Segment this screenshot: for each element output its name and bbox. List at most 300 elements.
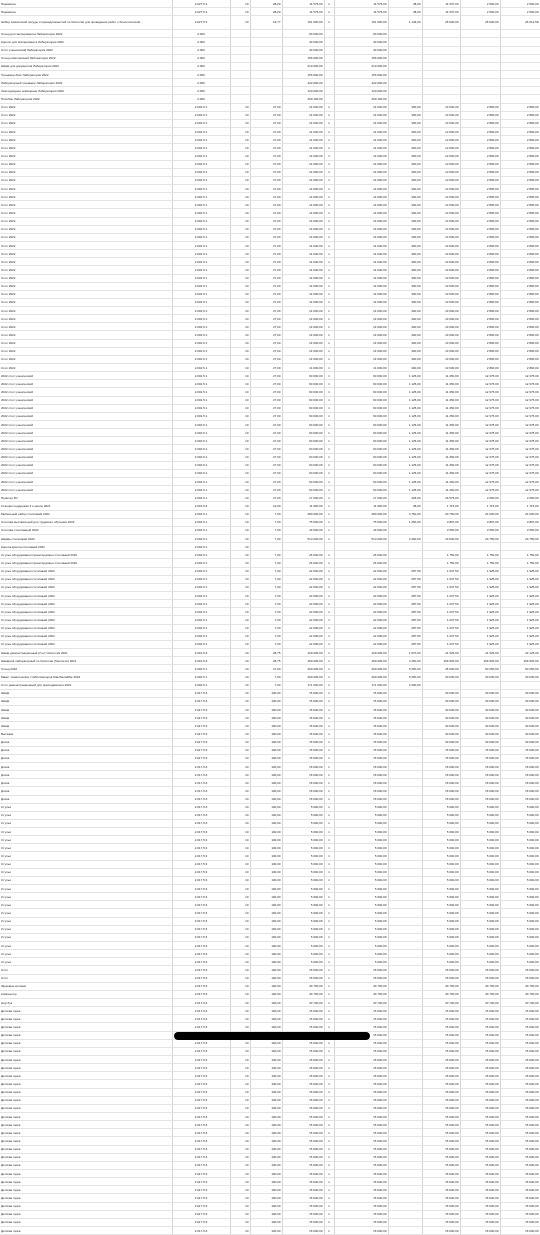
inventory-code-cell[interactable]: 2.000 — [172, 70, 230, 78]
balance-cell[interactable]: 16 575,00 — [422, 494, 460, 502]
quantity-cell[interactable]: 1 — [324, 1161, 334, 1169]
quantity-cell[interactable]: 1 — [324, 1015, 334, 1023]
unit-price-cell[interactable]: 11 575,00 — [282, 8, 324, 16]
sum-b-cell[interactable]: 1 925,00 — [500, 600, 540, 608]
balance-cell[interactable]: 13 600,00 — [422, 111, 460, 119]
depreciation-cell[interactable] — [388, 836, 422, 844]
unit-price-cell[interactable]: 40 000,00 — [282, 46, 324, 54]
balance-cell[interactable]: 15 000,00 — [422, 1039, 460, 1047]
unit-price-cell[interactable]: 5 000,00 — [282, 836, 324, 844]
sum-b-cell[interactable]: 15 000,00 — [500, 1169, 540, 1177]
quantity-cell[interactable]: 1 — [324, 705, 334, 713]
quantity-cell[interactable]: 1 — [324, 583, 334, 591]
sum-b-cell[interactable]: 12 375,00 — [500, 372, 540, 380]
total-cell[interactable]: 22 000,00 — [334, 616, 388, 624]
rate-cell[interactable]: 10 — [230, 583, 250, 591]
balance-cell[interactable]: 1 750,00 — [422, 559, 460, 567]
quantity-cell[interactable]: 1 — [324, 461, 334, 469]
balance-cell[interactable]: 11 250,00 — [422, 396, 460, 404]
percent-cell[interactable]: 27,00 — [250, 282, 282, 290]
rate-cell[interactable]: 10 — [230, 828, 250, 836]
item-name-cell[interactable]: Шкафы стеллажей 2022 — [0, 535, 172, 543]
total-cell[interactable]: 15 000,00 — [334, 689, 388, 697]
inventory-code-cell[interactable]: 2.002.5.1 — [172, 412, 230, 420]
inventory-code-cell[interactable]: 2.017.5.6 — [172, 1202, 230, 1210]
percent-cell[interactable]: 27,00 — [250, 290, 282, 298]
depreciation-cell[interactable]: 1 125,00 — [388, 478, 422, 486]
percent-cell[interactable]: 28,00 — [250, 8, 282, 16]
quantity-cell[interactable] — [324, 70, 334, 78]
unit-price-cell[interactable]: 15 000,00 — [282, 1153, 324, 1161]
sum-a-cell[interactable]: 2 800,00 — [460, 103, 500, 111]
item-name-cell[interactable]: Детская горка — [0, 1121, 172, 1129]
unit-price-cell[interactable]: 15 000,00 — [282, 1226, 324, 1234]
inventory-code-cell[interactable]: 2.002.5.1 — [172, 250, 230, 258]
sum-b-cell[interactable]: 2 800,00 — [500, 364, 540, 372]
unit-price-cell[interactable]: 15 000,00 — [282, 795, 324, 803]
balance-cell[interactable]: 13 600,00 — [422, 209, 460, 217]
total-cell[interactable]: 5 000,00 — [334, 950, 388, 958]
inventory-code-cell[interactable]: 2.017.5.6 — [172, 852, 230, 860]
rate-cell[interactable]: 10 — [230, 8, 250, 16]
sum-b-cell[interactable]: 15 000,00 — [500, 1072, 540, 1080]
balance-cell[interactable]: 15 000,00 — [422, 762, 460, 770]
percent-cell[interactable]: 100,00 — [250, 1039, 282, 1047]
depreciation-cell[interactable]: 287,50 — [388, 640, 422, 648]
unit-price-cell[interactable]: 15 000,00 — [282, 1072, 324, 1080]
item-name-cell[interactable]: Звуковые колонки — [0, 982, 172, 990]
inventory-code-cell[interactable]: 2.000 — [172, 54, 230, 62]
sum-b-cell[interactable]: 5 000,00 — [500, 860, 540, 868]
total-cell[interactable]: 15 000,00 — [334, 1121, 388, 1129]
sum-b-cell[interactable]: 15 000,00 — [500, 966, 540, 974]
quantity-cell[interactable]: 1 — [324, 982, 334, 990]
depreciation-cell[interactable] — [388, 1145, 422, 1153]
item-name-cell[interactable]: Детская горка — [0, 1161, 172, 1169]
sum-a-cell[interactable]: 50 250,00 — [460, 665, 500, 673]
sum-b-cell[interactable]: 30 000,00 — [500, 697, 540, 705]
sum-a-cell[interactable] — [460, 79, 500, 87]
inventory-code-cell[interactable]: 2.002.5.1 — [172, 266, 230, 274]
sum-a-cell[interactable]: 30 000,00 — [460, 722, 500, 730]
depreciation-cell[interactable] — [388, 1194, 422, 1202]
percent-cell[interactable]: 100,00 — [250, 1153, 282, 1161]
total-cell[interactable]: 15 000,00 — [334, 966, 388, 974]
total-cell[interactable]: 22 000,00 — [334, 600, 388, 608]
item-name-cell[interactable]: Стол 2022 — [0, 209, 172, 217]
total-cell[interactable]: 15 000,00 — [334, 1210, 388, 1218]
quantity-cell[interactable]: 1 — [324, 241, 334, 249]
depreciation-cell[interactable] — [388, 1186, 422, 1194]
depreciation-cell[interactable]: 1 125,00 — [388, 372, 422, 380]
rate-cell[interactable]: 10 — [230, 1210, 250, 1218]
total-cell[interactable]: 5 000,00 — [334, 925, 388, 933]
rate-cell[interactable]: 10 — [230, 657, 250, 665]
unit-price-cell[interactable]: 60 000,00 — [282, 396, 324, 404]
total-cell[interactable]: 5 000,00 — [334, 836, 388, 844]
depreciation-cell[interactable] — [388, 982, 422, 990]
sum-a-cell[interactable]: 2 800,00 — [460, 258, 500, 266]
unit-price-cell[interactable]: 15 000,00 — [282, 705, 324, 713]
inventory-code-cell[interactable]: 2.002.5.1 — [172, 355, 230, 363]
inventory-code-cell[interactable]: 2.017.5.6 — [172, 754, 230, 762]
quantity-cell[interactable]: 1 — [324, 298, 334, 306]
quantity-cell[interactable]: 1 — [324, 103, 334, 111]
percent-cell[interactable]: 27,00 — [250, 478, 282, 486]
balance-cell[interactable]: 1 637,50 — [422, 640, 460, 648]
rate-cell[interactable]: 10 — [230, 160, 250, 168]
total-cell[interactable]: 14 000,00 — [334, 127, 388, 135]
inventory-code-cell[interactable]: 2.002.5.1 — [172, 567, 230, 575]
unit-price-cell[interactable]: 200 000,00 — [282, 673, 324, 681]
rate-cell[interactable]: 10 — [230, 1072, 250, 1080]
item-name-cell[interactable]: Детская горка — [0, 1096, 172, 1104]
quantity-cell[interactable]: 1 — [324, 0, 334, 8]
sum-b-cell[interactable]: 5 000,00 — [500, 942, 540, 950]
depreciation-cell[interactable] — [388, 933, 422, 941]
percent-cell[interactable]: 100,00 — [250, 754, 282, 762]
percent-cell[interactable]: 27,00 — [250, 388, 282, 396]
inventory-code-cell[interactable]: 2.017.5.6 — [172, 982, 230, 990]
percent-cell[interactable]: 100,00 — [250, 1202, 282, 1210]
item-name-cell[interactable]: 2022 стол ученический — [0, 445, 172, 453]
balance-cell[interactable]: 15 000,00 — [422, 795, 460, 803]
inventory-code-cell[interactable]: 2.017.5.6 — [172, 779, 230, 787]
depreciation-cell[interactable] — [388, 705, 422, 713]
depreciation-cell[interactable] — [388, 1161, 422, 1169]
quantity-cell[interactable]: 1 — [324, 844, 334, 852]
balance-cell[interactable]: 13 600,00 — [422, 323, 460, 331]
sum-b-cell[interactable]: 15 000,00 — [500, 779, 540, 787]
unit-price-cell[interactable]: 155 000,00 — [282, 70, 324, 78]
sum-a-cell[interactable]: 5 000,00 — [460, 876, 500, 884]
sum-a-cell[interactable]: 1 925,00 — [460, 632, 500, 640]
sum-b-cell[interactable]: 5 000,00 — [500, 819, 540, 827]
quantity-cell[interactable]: 1 — [324, 453, 334, 461]
balance-cell[interactable]: 11 250,00 — [422, 453, 460, 461]
total-cell[interactable]: 60 000,00 — [334, 469, 388, 477]
item-name-cell[interactable]: Стулья — [0, 958, 172, 966]
sum-b-cell[interactable]: 2 800,00 — [500, 355, 540, 363]
balance-cell[interactable]: 5 000,00 — [422, 819, 460, 827]
balance-cell[interactable]: 15 000,00 — [422, 1096, 460, 1104]
sum-a-cell[interactable]: 2 800,00 — [460, 233, 500, 241]
item-name-cell[interactable]: Стулья оборудования стеллажей 2022 — [0, 624, 172, 632]
rate-cell[interactable]: 10 — [230, 184, 250, 192]
depreciation-cell[interactable] — [388, 795, 422, 803]
quantity-cell[interactable]: 1 — [324, 307, 334, 315]
item-name-cell[interactable]: Стол 2022 — [0, 355, 172, 363]
balance-cell[interactable]: 13 600,00 — [422, 184, 460, 192]
balance-cell[interactable]: 15 000,00 — [422, 746, 460, 754]
balance-cell[interactable]: 20 750,00 — [422, 510, 460, 518]
item-name-cell[interactable]: Детская горка — [0, 1047, 172, 1055]
percent-cell[interactable]: 27,00 — [250, 315, 282, 323]
unit-price-cell[interactable]: 100 000,00 — [282, 648, 324, 656]
total-cell[interactable]: 15 000,00 — [334, 1194, 388, 1202]
unit-price-cell[interactable]: 280 000,00 — [282, 510, 324, 518]
percent-cell[interactable]: 27,00 — [250, 494, 282, 502]
percent-cell[interactable]: 100,00 — [250, 1145, 282, 1153]
unit-price-cell[interactable]: 15 000,00 — [282, 762, 324, 770]
sum-a-cell[interactable]: 1 925,00 — [460, 608, 500, 616]
sum-a-cell[interactable]: 1 925,00 — [460, 567, 500, 575]
percent-cell[interactable]: 100,00 — [250, 738, 282, 746]
percent-cell[interactable]: 7,00 — [250, 518, 282, 526]
percent-cell[interactable]: 27,00 — [250, 176, 282, 184]
inventory-code-cell[interactable]: 2.017.5.6 — [172, 771, 230, 779]
sum-a-cell[interactable]: 15 000,00 — [460, 1023, 500, 1031]
balance-cell[interactable]: 11 250,00 — [422, 445, 460, 453]
balance-cell[interactable]: 15 000,00 — [422, 1210, 460, 1218]
sum-b-cell[interactable]: 5 000,00 — [500, 893, 540, 901]
quantity-cell[interactable]: 1 — [324, 860, 334, 868]
sum-b-cell[interactable]: 30 000,00 — [500, 730, 540, 738]
balance-cell[interactable]: 15 000,00 — [422, 1194, 460, 1202]
rate-cell[interactable]: 10 — [230, 282, 250, 290]
quantity-cell[interactable]: 1 — [324, 127, 334, 135]
sum-b-cell[interactable]: 5 000,00 — [500, 901, 540, 909]
quantity-cell[interactable]: 1 — [324, 1007, 334, 1015]
sum-b-cell[interactable]: 2 800,00 — [500, 307, 540, 315]
item-name-cell[interactable]: Стол — [0, 966, 172, 974]
unit-price-cell[interactable]: 60 000,00 — [282, 478, 324, 486]
item-name-cell[interactable]: Стулья — [0, 933, 172, 941]
quantity-cell[interactable]: 1 — [324, 917, 334, 925]
item-name-cell[interactable]: Лабораторный тренажер Лаборатория 2022 — [0, 79, 172, 87]
percent-cell[interactable]: 100,00 — [250, 714, 282, 722]
total-cell[interactable]: 26 000,00 — [334, 559, 388, 567]
percent-cell[interactable]: 100,00 — [250, 722, 282, 730]
sum-a-cell[interactable]: 1 925,00 — [460, 624, 500, 632]
inventory-code-cell[interactable]: 2.017.5.6 — [172, 1145, 230, 1153]
rate-cell[interactable]: 10 — [230, 942, 250, 950]
quantity-cell[interactable]: 1 — [324, 176, 334, 184]
sum-a-cell[interactable]: 15 000,00 — [460, 1064, 500, 1072]
inventory-code-cell[interactable]: 2.017.5.6 — [172, 762, 230, 770]
sum-b-cell[interactable]: 1 715,00 — [500, 502, 540, 510]
sum-b-cell[interactable]: 15 000,00 — [500, 1047, 540, 1055]
depreciation-cell[interactable] — [388, 95, 422, 103]
rate-cell[interactable]: 10 — [230, 551, 250, 559]
percent-cell[interactable]: 7,00 — [250, 632, 282, 640]
unit-price-cell[interactable]: 5 000,00 — [282, 844, 324, 852]
rate-cell[interactable]: 10 — [230, 1064, 250, 1072]
depreciation-cell[interactable]: 5 250,00 — [388, 673, 422, 681]
percent-cell[interactable]: 27,00 — [250, 111, 282, 119]
balance-cell[interactable]: 5 000,00 — [422, 803, 460, 811]
rate-cell[interactable]: 10 — [230, 250, 250, 258]
inventory-code-cell[interactable]: 2.002.5.1 — [172, 339, 230, 347]
sum-a-cell[interactable]: 2 800,00 — [460, 274, 500, 282]
item-name-cell[interactable]: Шкафной лабораторный по биологии (биология) 2021 — [0, 657, 172, 665]
depreciation-cell[interactable]: 300,00 — [388, 331, 422, 339]
percent-cell[interactable]: 7,00 — [250, 526, 282, 534]
balance-cell[interactable]: 11 250,00 — [422, 404, 460, 412]
item-name-cell[interactable]: Стулья оборудования стеллажей 2022 — [0, 567, 172, 575]
item-name-cell[interactable]: Детская горка — [0, 1039, 172, 1047]
sum-a-cell[interactable]: 30 000,00 — [460, 705, 500, 713]
quantity-cell[interactable]: 1 — [324, 958, 334, 966]
balance-cell[interactable] — [422, 70, 460, 78]
inventory-code-cell[interactable]: 2.017.5.6 — [172, 1218, 230, 1226]
sum-a-cell[interactable]: 2 800,00 — [460, 290, 500, 298]
sum-a-cell[interactable]: 15 000,00 — [460, 1039, 500, 1047]
balance-cell[interactable]: 30 000,00 — [422, 730, 460, 738]
balance-cell[interactable]: 1 637,50 — [422, 583, 460, 591]
item-name-cell[interactable]: Стол 2022 — [0, 119, 172, 127]
unit-price-cell[interactable]: 15 000,00 — [282, 1186, 324, 1194]
rate-cell[interactable]: 10 — [230, 689, 250, 697]
balance-cell[interactable]: 13 600,00 — [422, 152, 460, 160]
unit-price-cell[interactable]: 15 000,00 — [282, 771, 324, 779]
quantity-cell[interactable]: 1 — [324, 893, 334, 901]
depreciation-cell[interactable] — [388, 1031, 422, 1039]
unit-price-cell[interactable]: 5 000,00 — [282, 819, 324, 827]
rate-cell[interactable]: 10 — [230, 396, 250, 404]
total-cell[interactable]: 14 000,00 — [334, 209, 388, 217]
sum-a-cell[interactable]: 5 000,00 — [460, 942, 500, 950]
item-name-cell[interactable]: Стенд комплексный Лаборатория 2022 — [0, 54, 172, 62]
sum-b-cell[interactable]: 2 800,00 — [500, 339, 540, 347]
rate-cell[interactable]: 10 — [230, 339, 250, 347]
rate-cell[interactable]: 10 — [230, 298, 250, 306]
total-cell[interactable]: 15 000,00 — [334, 1218, 388, 1226]
inventory-code-cell[interactable]: 2.002.5.1 — [172, 616, 230, 624]
quantity-cell[interactable]: 1 — [324, 445, 334, 453]
total-cell[interactable]: 14 000,00 — [334, 315, 388, 323]
quantity-cell[interactable]: 1 — [324, 942, 334, 950]
percent-cell[interactable]: 27,00 — [250, 258, 282, 266]
unit-price-cell[interactable]: 5 000,00 — [282, 933, 324, 941]
sum-a-cell[interactable]: 12 375,00 — [460, 437, 500, 445]
depreciation-cell[interactable] — [388, 1007, 422, 1015]
rate-cell[interactable]: 10 — [230, 225, 250, 233]
depreciation-cell[interactable]: 300,00 — [388, 355, 422, 363]
inventory-code-cell[interactable]: 2.002.5.1 — [172, 364, 230, 372]
item-name-cell[interactable]: Доска — [0, 795, 172, 803]
rate-cell[interactable]: 10 — [230, 754, 250, 762]
sum-a-cell[interactable]: 2 000,00 — [460, 8, 500, 16]
percent-cell[interactable]: 100,00 — [250, 990, 282, 998]
depreciation-cell[interactable] — [388, 738, 422, 746]
balance-cell[interactable]: 13 600,00 — [422, 355, 460, 363]
inventory-code-cell[interactable]: 2.002.5.1 — [172, 494, 230, 502]
sum-b-cell[interactable]: 2 800,00 — [500, 103, 540, 111]
item-name-cell[interactable]: Стол 2022 — [0, 225, 172, 233]
unit-price-cell[interactable]: 14 000,00 — [282, 184, 324, 192]
sum-a-cell[interactable]: 2 800,00 — [460, 307, 500, 315]
item-name-cell[interactable]: Мебельный набор стеллажей 2022 — [0, 510, 172, 518]
sum-a-cell[interactable]: 15 000,00 — [460, 1112, 500, 1120]
rate-cell[interactable]: 10 — [230, 1047, 250, 1055]
total-cell[interactable]: 15 000,00 — [334, 1137, 388, 1145]
depreciation-cell[interactable] — [388, 1088, 422, 1096]
balance-cell[interactable]: 15 000,00 — [422, 1031, 460, 1039]
balance-cell[interactable]: 30 700,00 — [422, 999, 460, 1007]
item-name-cell[interactable]: Стол 2022 — [0, 331, 172, 339]
sum-b-cell[interactable]: 2 800,00 — [500, 209, 540, 217]
depreciation-cell[interactable] — [388, 803, 422, 811]
percent-cell[interactable]: 100,00 — [250, 811, 282, 819]
total-cell[interactable]: 22 000,00 — [334, 632, 388, 640]
item-name-cell[interactable]: Шкаф для документов Лаборатория 2022 — [0, 62, 172, 70]
quantity-cell[interactable]: 1 — [324, 1202, 334, 1210]
depreciation-cell[interactable] — [388, 1218, 422, 1226]
quantity-cell[interactable]: 1 — [324, 591, 334, 599]
percent-cell[interactable]: 27,00 — [250, 250, 282, 258]
depreciation-cell[interactable]: 1 125,00 — [388, 396, 422, 404]
inventory-code-cell[interactable]: 2.002.5.1 — [172, 103, 230, 111]
rate-cell[interactable]: 10 — [230, 355, 250, 363]
rate-cell[interactable]: 10 — [230, 982, 250, 990]
sum-a-cell[interactable]: 15 000,00 — [460, 1080, 500, 1088]
unit-price-cell[interactable]: 40 000,00 — [282, 38, 324, 46]
rate-cell[interactable]: 10 — [230, 1145, 250, 1153]
depreciation-cell[interactable] — [388, 1096, 422, 1104]
quantity-cell[interactable]: 1 — [324, 762, 334, 770]
item-name-cell[interactable]: Стулья оборудования стеллажей 2022 — [0, 600, 172, 608]
quantity-cell[interactable]: 1 — [324, 323, 334, 331]
rate-cell[interactable]: 10 — [230, 958, 250, 966]
sum-b-cell[interactable]: 30 700,00 — [500, 982, 540, 990]
total-cell[interactable]: 15 000,00 — [334, 1161, 388, 1169]
unit-price-cell[interactable]: 5 000,00 — [282, 893, 324, 901]
inventory-code-cell[interactable]: 2.002.5.1 — [172, 168, 230, 176]
percent-cell[interactable]: 100,00 — [250, 1218, 282, 1226]
depreciation-cell[interactable]: 300,00 — [388, 193, 422, 201]
item-name-cell[interactable]: Стулья — [0, 811, 172, 819]
rate-cell[interactable]: 10 — [230, 1186, 250, 1194]
depreciation-cell[interactable]: 300,00 — [388, 233, 422, 241]
balance-cell[interactable]: 30 700,00 — [422, 990, 460, 998]
sum-b-cell[interactable]: 2 800,00 — [500, 225, 540, 233]
sum-b-cell[interactable]: 1 925,00 — [500, 591, 540, 599]
percent-cell[interactable]: 27,00 — [250, 429, 282, 437]
sum-b-cell[interactable]: 2 800,00 — [500, 298, 540, 306]
inventory-code-cell[interactable]: 2.017.5.6 — [172, 917, 230, 925]
unit-price-cell[interactable]: 5 000,00 — [282, 958, 324, 966]
quantity-cell[interactable]: 1 — [324, 990, 334, 998]
balance-cell[interactable]: 15 000,00 — [422, 1015, 460, 1023]
inventory-code-cell[interactable]: 2.017.5.6 — [172, 828, 230, 836]
rate-cell[interactable]: 10 — [230, 1169, 250, 1177]
rate-cell[interactable]: 10 — [230, 412, 250, 420]
inventory-code-cell[interactable]: 2.017.5.6 — [172, 1112, 230, 1120]
sum-b-cell[interactable]: 15 000,00 — [500, 795, 540, 803]
inventory-code-cell[interactable]: 2.002.5.1 — [172, 404, 230, 412]
item-name-cell[interactable]: Детская горка — [0, 1064, 172, 1072]
unit-price-cell[interactable]: 14 000,00 — [282, 176, 324, 184]
depreciation-cell[interactable] — [388, 885, 422, 893]
sum-b-cell[interactable]: 15 000,00 — [500, 1031, 540, 1039]
item-name-cell[interactable]: Детская горка — [0, 1202, 172, 1210]
sum-b-cell[interactable]: 12 375,00 — [500, 404, 540, 412]
rate-cell[interactable]: 10 — [230, 144, 250, 152]
balance-cell[interactable]: 1 637,50 — [422, 616, 460, 624]
unit-price-cell[interactable]: 22 000,00 — [282, 591, 324, 599]
depreciation-cell[interactable]: 38,00 — [388, 0, 422, 8]
depreciation-cell[interactable]: 1 125,00 — [388, 445, 422, 453]
sum-b-cell[interactable] — [500, 54, 540, 62]
total-cell[interactable]: 15 000,00 — [334, 1015, 388, 1023]
percent-cell[interactable]: 7,00 — [250, 551, 282, 559]
inventory-code-cell[interactable]: 2.002.5.1 — [172, 478, 230, 486]
sum-a-cell[interactable]: 2 800,00 — [460, 347, 500, 355]
item-name-cell[interactable]: Стол 2022 — [0, 241, 172, 249]
quantity-cell[interactable]: 1 — [324, 1047, 334, 1055]
inventory-code-cell[interactable]: 2.002.5.1 — [172, 445, 230, 453]
